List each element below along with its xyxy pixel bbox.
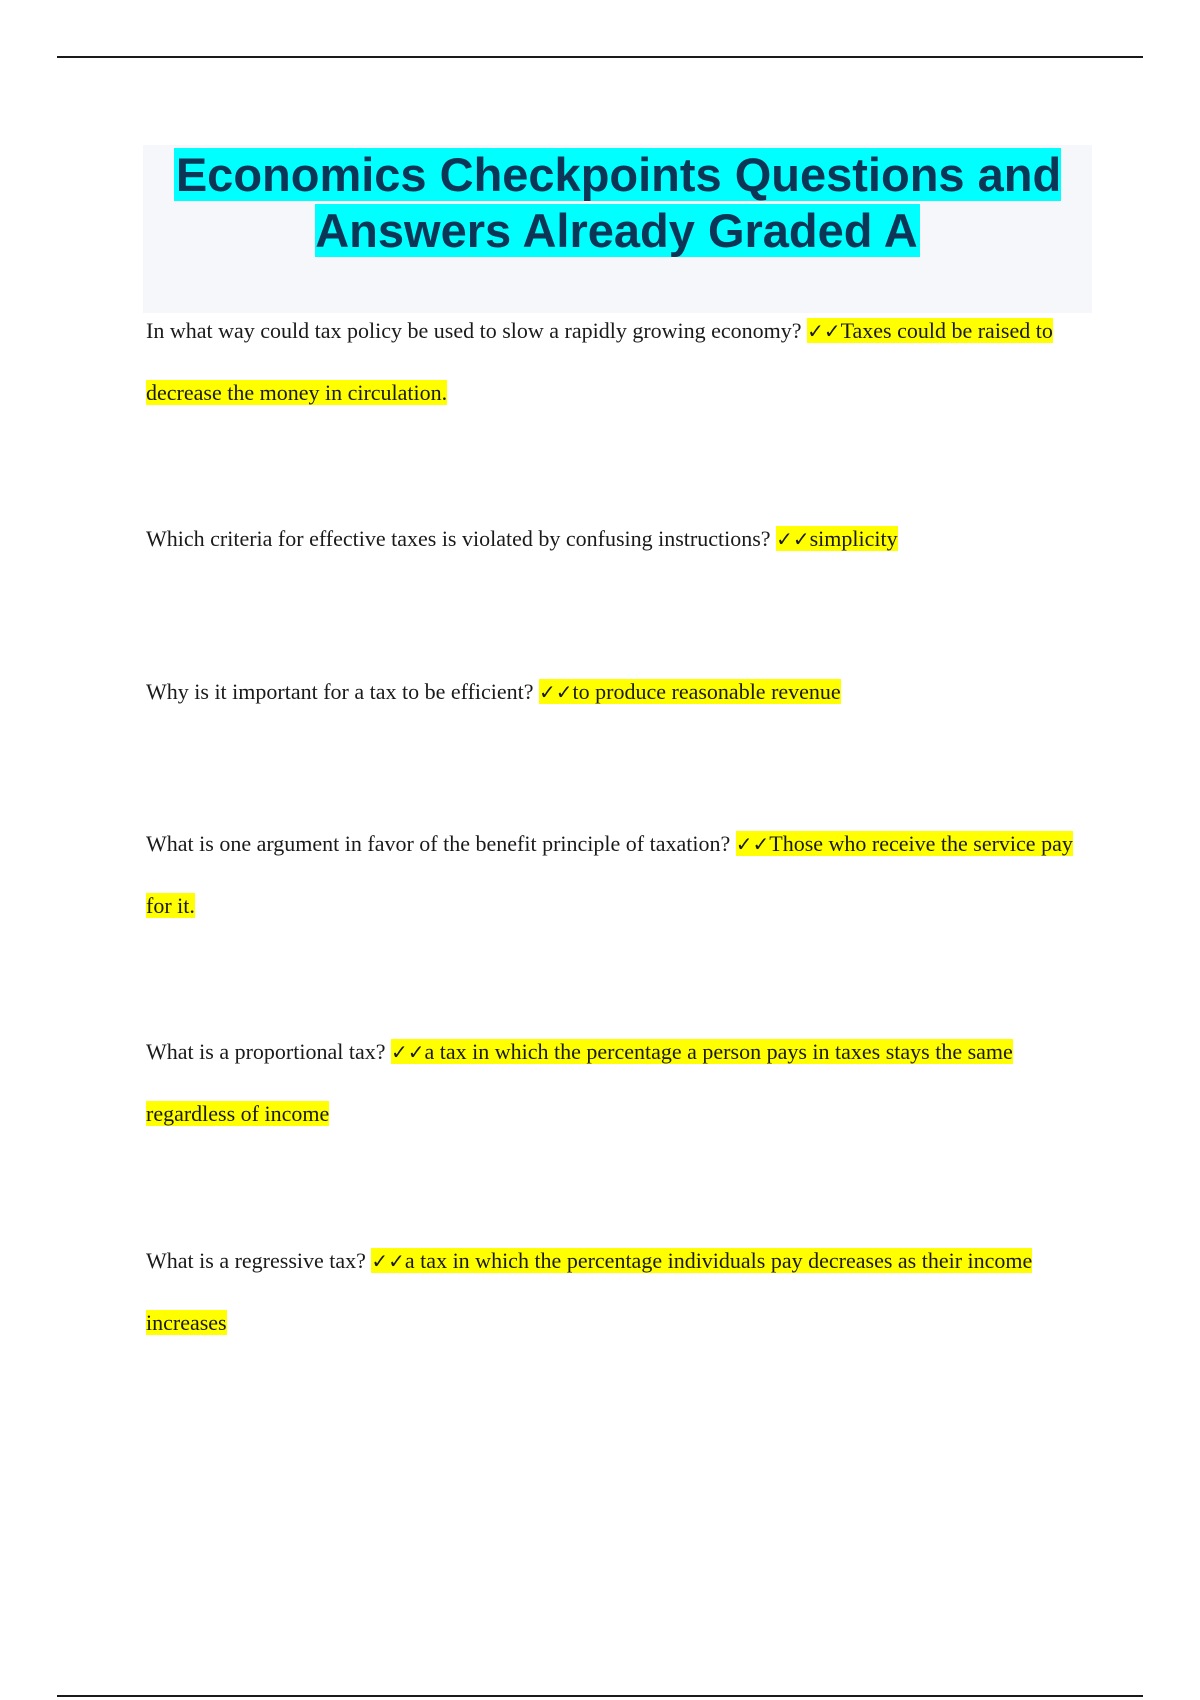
document-title-text: Economics Checkpoints Questions and Answers Already Graded A [175,148,1062,257]
question-text: In what way could tax policy be used to slow a rapidly growing economy? [146,318,802,343]
qa-item [146,661,1076,723]
question-text: What is one argument in favor of the benefit principle of taxation? [146,831,731,856]
answer-text: a tax in which the percentage individuals pay decreases as their income increases [146,1248,1033,1335]
top-rule [57,56,1143,58]
qa-item [146,813,1076,936]
qa-item [146,1230,1076,1353]
double-check-icon: ✓✓ [390,1040,425,1064]
question-text: Why is it important for a tax to be efficient? [146,679,534,704]
answer-text: a tax in which the percentage a person pays in taxes stays the same regardless of income [146,1039,1013,1126]
double-check-icon: ✓✓ [776,527,810,551]
answer-text: simplicity [809,526,898,551]
question-text: Which criteria for effective taxes is violated by confusing instructions? [146,526,771,551]
qa-item [146,508,1076,570]
title-block [143,145,1092,313]
answer-text: Those who receive the service pay for it. [146,831,1073,918]
double-check-icon: ✓✓ [539,680,573,704]
question-text: What is a regressive tax? [146,1248,366,1273]
document-title [143,145,1092,259]
double-check-icon: ✓✓ [371,1249,405,1273]
double-check-icon: ✓✓ [735,832,770,856]
qa-item [146,1021,1076,1144]
answer-text: Taxes could be raised to decrease the money in circulation. [146,318,1053,405]
question-text: What is a proportional tax? [146,1039,386,1064]
bottom-rule [57,1695,1143,1697]
answer-highlight [539,679,841,704]
answer-highlight [776,526,898,551]
answer-text: to produce reasonable revenue [572,679,841,704]
qa-item [146,300,1076,423]
double-check-icon: ✓✓ [807,319,841,343]
